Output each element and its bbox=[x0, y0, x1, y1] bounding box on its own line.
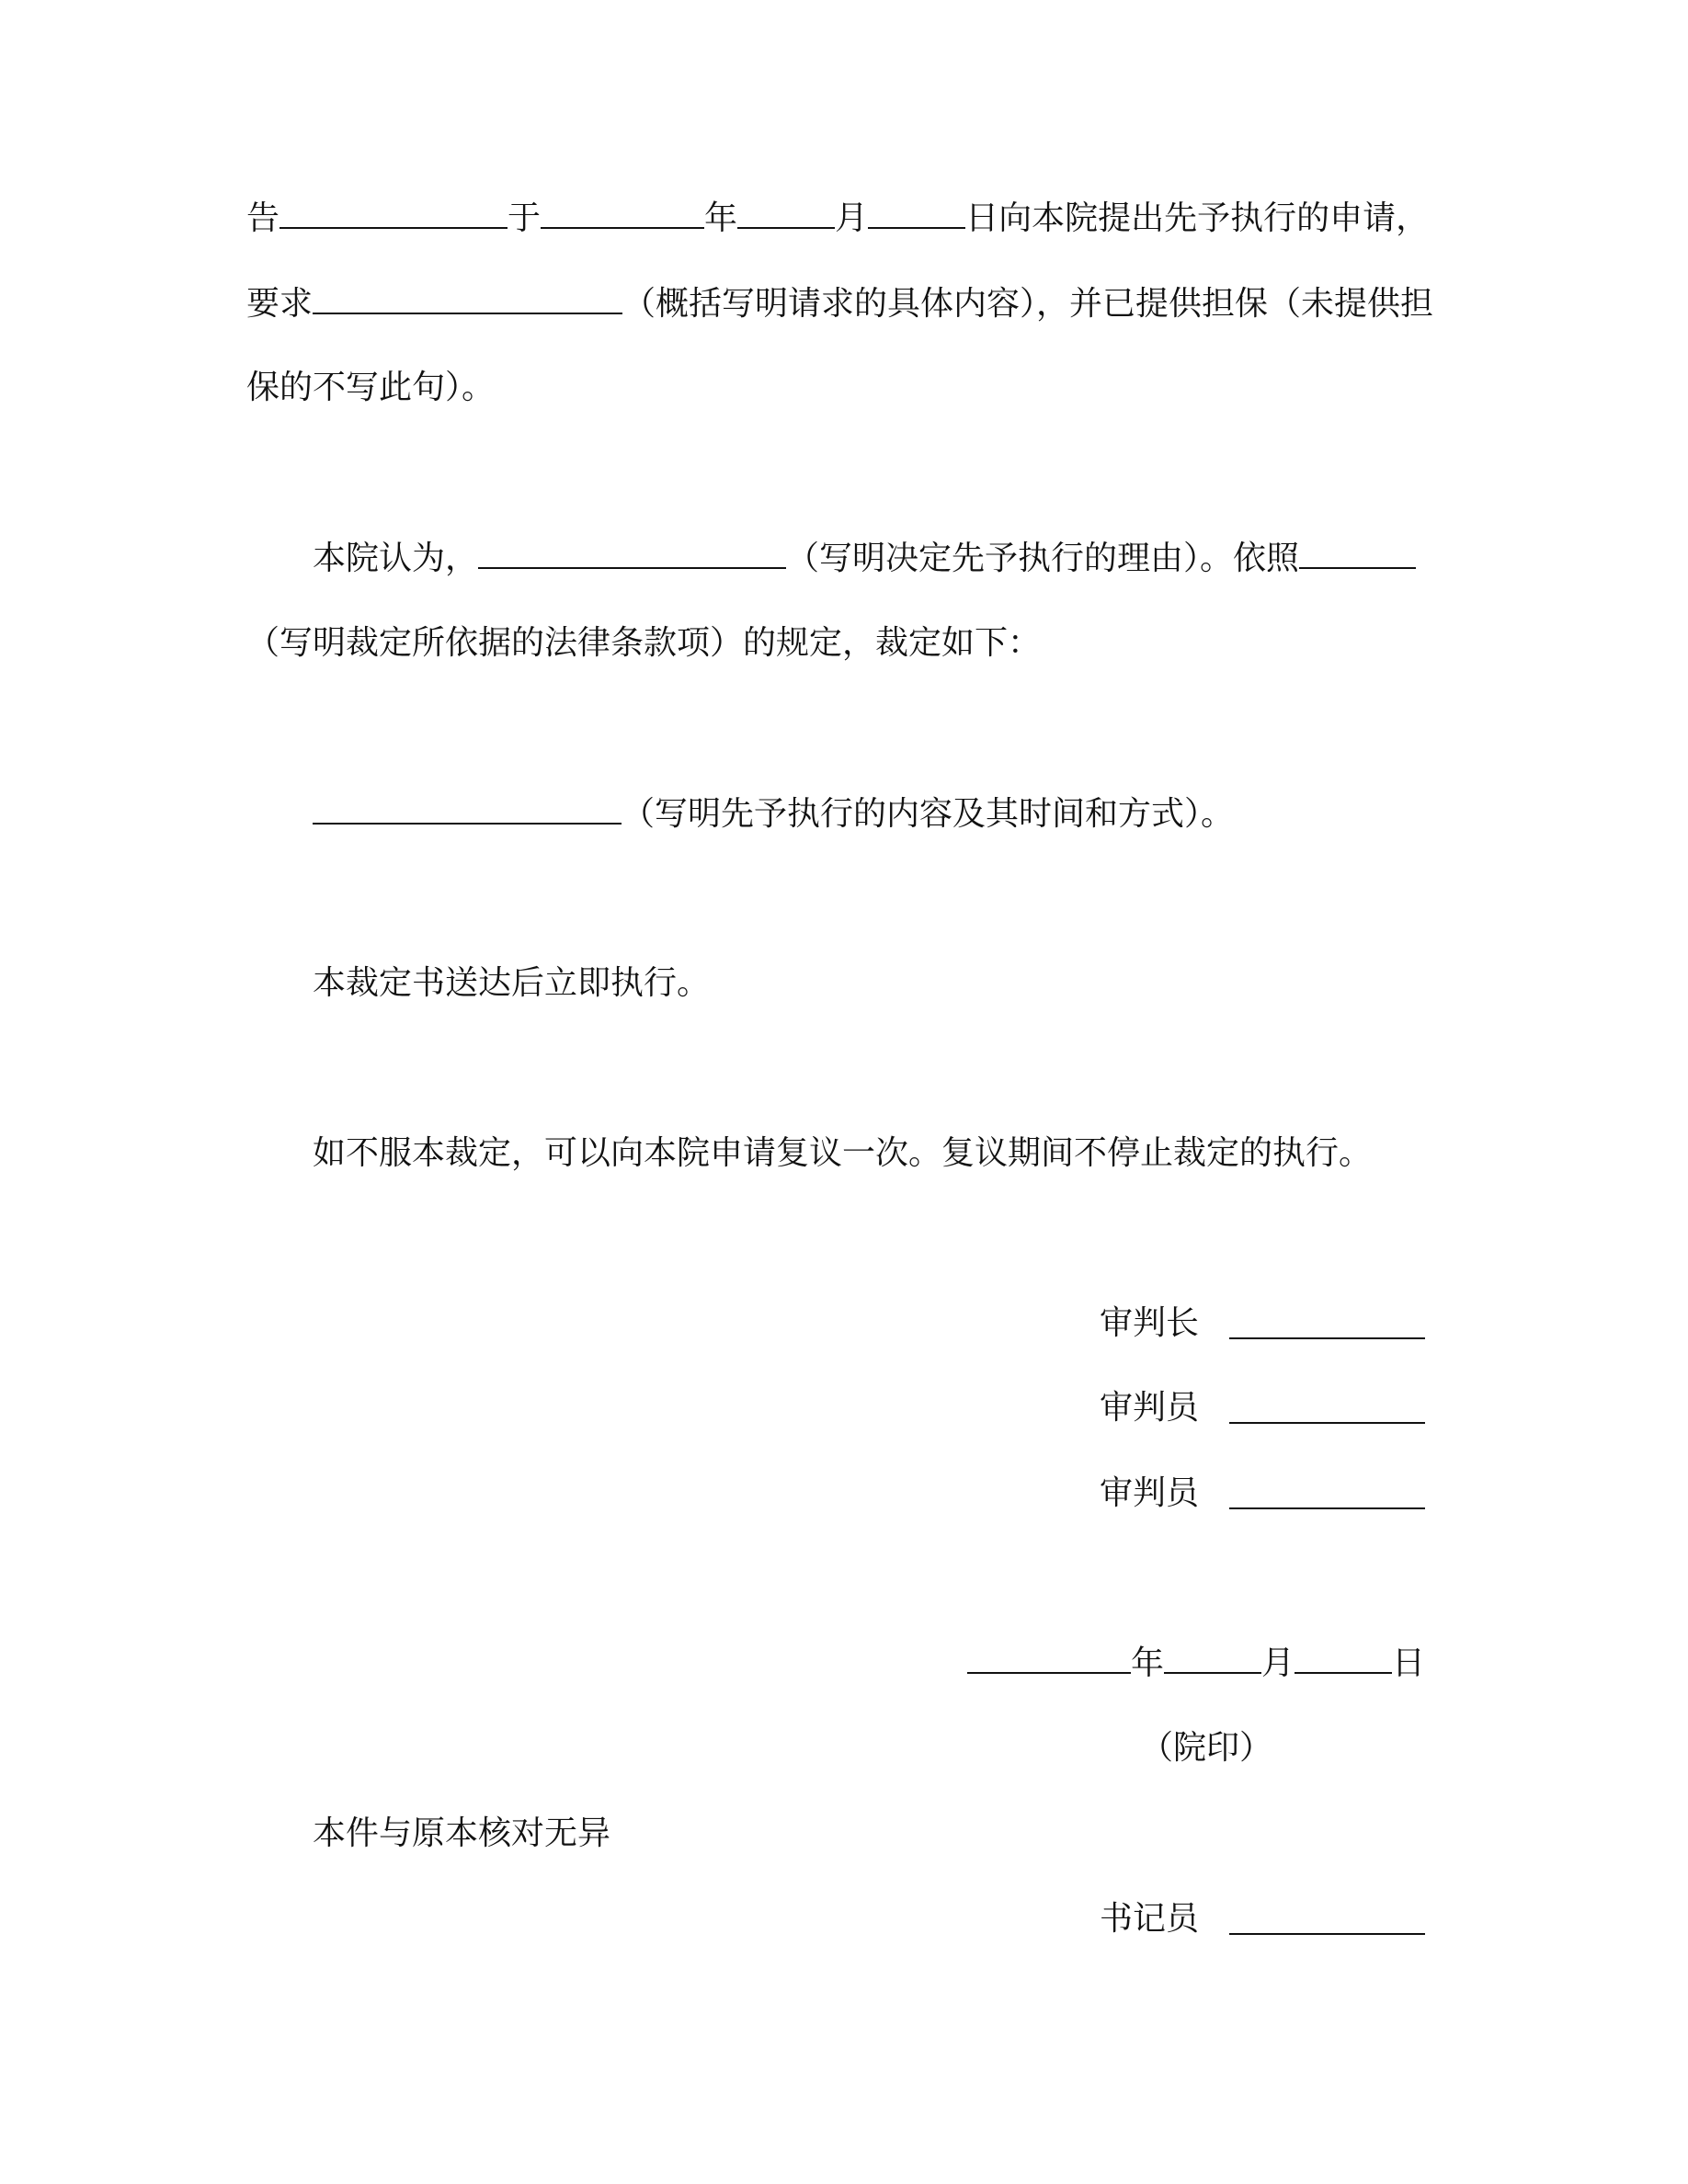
clerk-label: 书记员 bbox=[1100, 1900, 1200, 1938]
paragraph1-line1 bbox=[246, 198, 1429, 239]
court-seal: （院印） bbox=[1140, 1729, 1273, 1767]
blank-field[interactable] bbox=[868, 198, 965, 229]
blank-field[interactable] bbox=[279, 198, 508, 229]
text: 于 bbox=[508, 199, 542, 237]
paragraph1-line3: 保的不写此句）。 bbox=[246, 369, 496, 406]
text: 年 bbox=[704, 199, 738, 237]
judge2-signature-field[interactable] bbox=[1229, 1507, 1425, 1509]
judge1-label: 审判员 bbox=[1100, 1389, 1200, 1427]
blank-field[interactable] bbox=[313, 793, 622, 825]
presiding-judge-signature-field[interactable] bbox=[1229, 1337, 1425, 1339]
text: 月 bbox=[835, 199, 869, 237]
blank-field[interactable] bbox=[313, 283, 622, 314]
text: 日向本院提出先予执行的申请， bbox=[965, 199, 1430, 237]
clerk-signature-field[interactable] bbox=[1229, 1933, 1425, 1935]
paragraph1-line2 bbox=[246, 283, 1433, 324]
text: 告 bbox=[246, 199, 280, 237]
paragraph5: 如不服本裁定，可以向本院申请复议一次。复议期间不停止裁定的执行。 bbox=[313, 1134, 1373, 1172]
text: （写明先予执行的内容及其时间和方式）。 bbox=[622, 795, 1235, 833]
year-label: 年 bbox=[1131, 1644, 1165, 1682]
verification-note: 本件与原本核对无异 bbox=[313, 1814, 611, 1852]
year-blank[interactable] bbox=[967, 1643, 1131, 1674]
text: （概括写明请求的具体内容），并已提供担保（未提供担 bbox=[622, 285, 1434, 323]
blank-field[interactable] bbox=[1299, 538, 1416, 569]
text: 本院认为， bbox=[313, 540, 479, 577]
blank-field[interactable] bbox=[737, 198, 835, 229]
blank-field[interactable] bbox=[541, 198, 704, 229]
judge1-signature-field[interactable] bbox=[1229, 1422, 1425, 1424]
presiding-judge-label: 审判长 bbox=[1100, 1304, 1200, 1342]
judge2-label: 审判员 bbox=[1100, 1474, 1200, 1512]
paragraph2-line2: （写明裁定所依据的法律条款项）的规定，裁定如下： bbox=[246, 624, 1042, 662]
paragraph4: 本裁定书送达后立即执行。 bbox=[313, 964, 711, 1002]
day-label: 日 bbox=[1392, 1644, 1426, 1682]
month-blank[interactable] bbox=[1164, 1643, 1261, 1674]
date-line bbox=[967, 1643, 1425, 1684]
blank-field[interactable] bbox=[478, 538, 786, 569]
text: （写明决定先予执行的理由）。依照 bbox=[786, 540, 1300, 577]
paragraph3 bbox=[313, 793, 1234, 835]
month-label: 月 bbox=[1261, 1644, 1295, 1682]
day-blank[interactable] bbox=[1295, 1643, 1392, 1674]
paragraph2-line1 bbox=[313, 538, 1416, 579]
text: 要求 bbox=[246, 285, 314, 323]
